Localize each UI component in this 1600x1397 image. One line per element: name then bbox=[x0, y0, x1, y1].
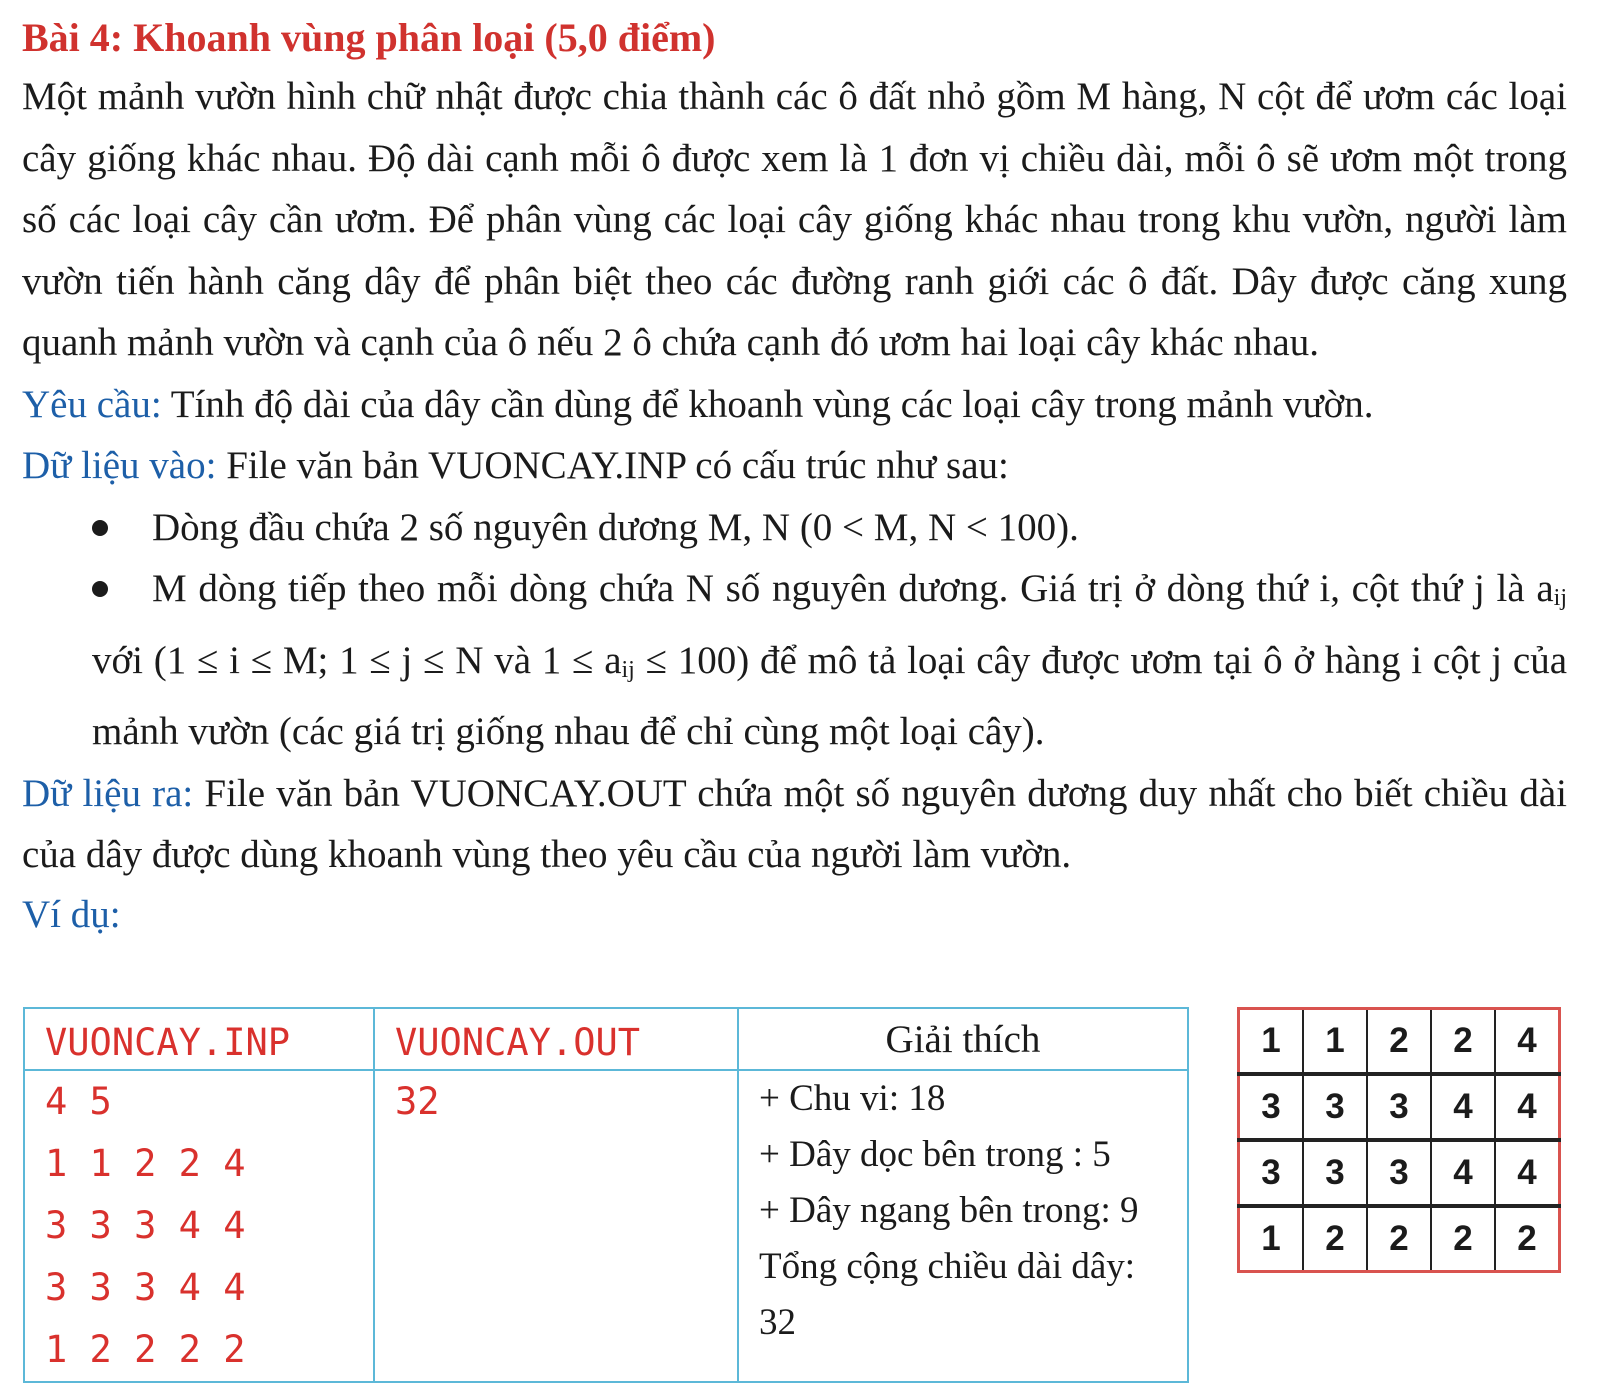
explain-line: 32 bbox=[759, 1302, 796, 1343]
grid-cell: 2 bbox=[1303, 1206, 1367, 1272]
header-cell-out bbox=[374, 1008, 738, 1070]
requirement-text: Tính độ dài của dây cần dùng để khoanh vùng các loại cây trong mảnh vườn. bbox=[161, 382, 1374, 426]
inp-line: 4 5 bbox=[45, 1080, 112, 1123]
bullet-item bbox=[22, 497, 1567, 559]
grid-cell: 1 bbox=[1239, 1009, 1304, 1075]
grid-cell: 2 bbox=[1431, 1206, 1495, 1272]
input-text: File văn bản VUONCAY.INP có cấu trúc như sau: bbox=[216, 444, 1009, 487]
grid-cell: 4 bbox=[1495, 1009, 1560, 1075]
out-line: 32 bbox=[395, 1080, 440, 1123]
grid-cell: 3 bbox=[1367, 1140, 1431, 1206]
grid-row bbox=[1239, 1074, 1560, 1140]
grid-cell: 4 bbox=[1495, 1140, 1560, 1206]
inp-line: 1 1 2 2 4 bbox=[45, 1142, 246, 1185]
bullet-dot-icon bbox=[92, 581, 108, 597]
subscript: ij bbox=[1553, 585, 1567, 611]
grid-cell: 4 bbox=[1431, 1140, 1495, 1206]
table-row bbox=[24, 1070, 1188, 1382]
grid-cell: 3 bbox=[1367, 1074, 1431, 1140]
explain-line: + Dây ngang bên trong: 9 bbox=[759, 1190, 1139, 1231]
bullet-text: với (1 ≤ i ≤ M; 1 ≤ j ≤ N và 1 ≤ a bbox=[92, 638, 622, 682]
grid-cell: 3 bbox=[1239, 1074, 1304, 1140]
grid-row bbox=[1239, 1206, 1560, 1272]
bullet-dot-icon bbox=[92, 520, 108, 536]
grid-row bbox=[1239, 1009, 1560, 1075]
explain-cell bbox=[738, 1070, 1188, 1382]
grid-row bbox=[1239, 1140, 1560, 1206]
grid-cell: 3 bbox=[1303, 1140, 1367, 1206]
bullet-text: ≤ 100) để mô tả loại cây được ươm tại ô ở hàng i cột j của mảnh vườn (các giá trị giống nhau để chỉ cùng một loại cây). bbox=[92, 638, 1567, 753]
requirement-paragraph bbox=[22, 374, 1567, 436]
grid-cell: 1 bbox=[1303, 1009, 1367, 1075]
header-explain: Giải thích bbox=[885, 1018, 1041, 1061]
header-out: VUONCAY.OUT bbox=[395, 1021, 641, 1064]
bullet-text: M dòng tiếp theo mỗi dòng chứa N số nguyên dương. Giá trị ở dòng thứ i, cột thứ j là a bbox=[152, 567, 1554, 610]
input-bullets bbox=[22, 497, 1567, 763]
subscript: ij bbox=[621, 656, 635, 683]
explain-line: + Chu vi: 18 bbox=[759, 1078, 946, 1119]
grid-cell: 4 bbox=[1431, 1074, 1495, 1140]
inp-line: 3 3 3 4 4 bbox=[45, 1204, 246, 1247]
header-cell-inp bbox=[24, 1008, 374, 1070]
example-table bbox=[23, 1007, 1189, 1383]
grid-cell: 2 bbox=[1431, 1009, 1495, 1075]
header-cell-explain bbox=[738, 1008, 1188, 1070]
output-label: Dữ liệu ra: bbox=[22, 771, 194, 815]
explain-line: Tổng cộng chiều dài dây: bbox=[759, 1246, 1136, 1287]
requirement-label: Yêu cầu: bbox=[22, 382, 162, 426]
input-label: Dữ liệu vào: bbox=[22, 444, 217, 487]
grid-cell: 2 bbox=[1367, 1009, 1431, 1075]
inp-line: 1 2 2 2 2 bbox=[45, 1328, 246, 1371]
problem-title: Bài 4: Khoanh vùng phân loại (5,0 điểm) bbox=[22, 15, 716, 60]
grid-cell: 2 bbox=[1367, 1206, 1431, 1272]
output-text: File văn bản VUONCAY.OUT chứa một số nguyên dương duy nhất cho biết chiều dài của dây được dùng khoanh vùng theo yêu cầu của người làm vườn. bbox=[22, 771, 1567, 876]
table-header-row bbox=[24, 1008, 1188, 1070]
out-cell bbox=[374, 1070, 738, 1382]
bullet-text: Dòng đầu chứa 2 số nguyên dương M, N (0 < M, N < 100). bbox=[152, 505, 1079, 549]
example-label: Ví dụ: bbox=[22, 892, 121, 936]
header-inp: VUONCAY.INP bbox=[45, 1021, 291, 1064]
inp-cell bbox=[24, 1070, 374, 1382]
grid-cell: 3 bbox=[1239, 1140, 1304, 1206]
output-paragraph bbox=[22, 763, 1567, 886]
bullet-item bbox=[22, 558, 1567, 763]
intro-paragraph: Một mảnh vườn hình chữ nhật được chia thành các ô đất nhỏ gồm M hàng, N cột để ươm các loại cây giống khác nhau. Độ dài cạnh mỗi ô được xem là 1 đơn vị chiều dài, mỗi ô sẽ ươm một trong số các loại cây cần ươm. Để phân vùng các loại cây giống khác nhau trong khu vườn, người làm vườn tiến hành căng dây để phân biệt theo các đường ranh giới các ô đất. Dây được căng xung quanh mảnh vườn và cạnh của ô nếu 2 ô chứa cạnh đó ươm hai loại cây khác nhau. bbox=[22, 75, 1567, 364]
garden-grid bbox=[1237, 1007, 1561, 1273]
grid-cell: 2 bbox=[1495, 1206, 1560, 1272]
input-paragraph bbox=[22, 435, 1567, 497]
grid-cell: 1 bbox=[1239, 1206, 1304, 1272]
problem-page bbox=[22, 10, 1567, 944]
grid-cell: 3 bbox=[1303, 1074, 1367, 1140]
explain-line: + Dây dọc bên trong : 5 bbox=[759, 1134, 1111, 1175]
grid-cell: 4 bbox=[1495, 1074, 1560, 1140]
inp-line: 3 3 3 4 4 bbox=[45, 1266, 246, 1309]
